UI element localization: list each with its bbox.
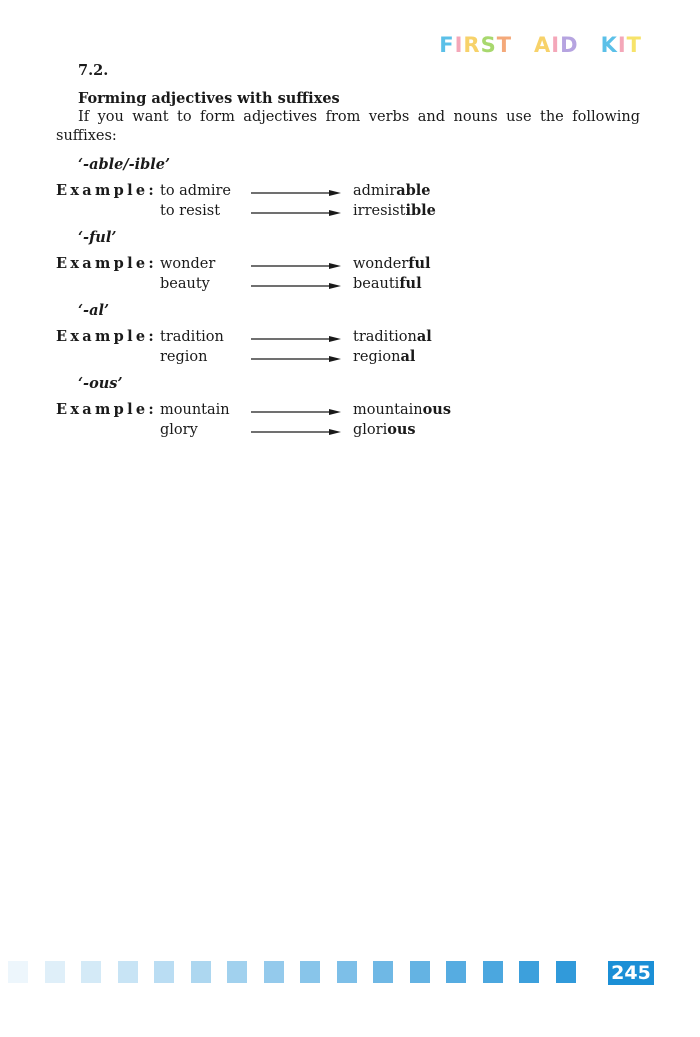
adjective-stem: region	[353, 349, 401, 365]
adjective-stem: tradition	[353, 329, 417, 345]
base-word: beauty	[160, 276, 210, 292]
example-row	[56, 327, 640, 347]
footer-square	[410, 961, 430, 983]
adjective-suffix: ous	[387, 421, 416, 438]
page-number: 245	[608, 961, 654, 985]
adjective-word	[353, 347, 415, 367]
brand-letter: T	[496, 33, 513, 57]
footer-square	[118, 961, 138, 983]
brand-letter: I	[551, 33, 561, 57]
footer-square	[446, 961, 466, 983]
brand-letter: I	[454, 33, 464, 57]
suffix-group	[56, 229, 640, 294]
brand-word	[601, 34, 642, 56]
arrow-right-icon	[251, 263, 341, 269]
footer-square	[81, 961, 101, 983]
arrow-right-icon	[251, 409, 341, 415]
adjective-suffix: ful	[408, 255, 431, 272]
brand-letter: F	[439, 33, 455, 57]
example-row	[56, 400, 640, 420]
brand-letter: A	[534, 33, 552, 57]
example-label: Example:	[56, 401, 158, 418]
brand-letter: K	[600, 33, 618, 57]
adjective-stem: admir	[353, 183, 397, 199]
adjective-suffix: ous	[422, 401, 451, 418]
footer-square	[8, 961, 28, 983]
base-word: tradition	[160, 329, 224, 345]
brand-letter: R	[463, 33, 481, 57]
adjective-suffix: able	[396, 182, 431, 199]
footer-square	[483, 961, 503, 983]
adjective-stem: wonder	[353, 256, 409, 272]
footer-square	[556, 961, 576, 983]
brand-letter: I	[617, 33, 627, 57]
brand-letter: T	[626, 33, 642, 57]
suffix-heading: ‘-able/-ible’	[78, 156, 171, 173]
page-content	[56, 62, 640, 448]
suffix-heading: ‘-al’	[78, 302, 110, 319]
adjective-word	[353, 274, 422, 294]
base-word: mountain	[160, 402, 230, 418]
base-word: glory	[160, 422, 198, 438]
example-label: Example:	[56, 328, 158, 345]
footer-square	[337, 961, 357, 983]
footer-square	[154, 961, 174, 983]
adjective-word	[353, 400, 451, 420]
adjective-word	[353, 420, 416, 440]
footer-strip	[0, 961, 700, 985]
section-number: 7.2.	[78, 62, 109, 79]
footer-square	[373, 961, 393, 983]
adjective-word	[353, 181, 431, 201]
base-word: to admire	[160, 183, 231, 199]
footer-square	[264, 961, 284, 983]
base-word: to resist	[160, 203, 221, 219]
footer-square	[300, 961, 320, 983]
base-word: wonder	[160, 256, 216, 272]
suffix-groups	[56, 156, 640, 440]
footer-square	[191, 961, 211, 983]
suffix-heading: ‘-ous’	[78, 375, 123, 392]
suffix-heading: ‘-ful’	[78, 229, 117, 246]
adjective-word	[353, 327, 432, 347]
brand-word	[439, 34, 512, 56]
example-row	[56, 181, 640, 201]
adjective-stem: mountain	[353, 402, 423, 418]
first-aid-kit-logo	[417, 34, 642, 56]
adjective-word	[353, 201, 436, 221]
base-word: region	[160, 349, 208, 365]
footer-square	[227, 961, 247, 983]
adjective-stem: glori	[353, 422, 388, 438]
adjective-word	[353, 254, 431, 274]
arrow-right-icon	[251, 356, 341, 362]
example-row	[56, 274, 640, 294]
adjective-stem: beauti	[353, 276, 400, 292]
example-row	[56, 254, 640, 274]
brand-letter: D	[560, 33, 579, 57]
adjective-stem: irresist	[353, 203, 406, 219]
arrow-right-icon	[251, 429, 341, 435]
suffix-group	[56, 156, 640, 221]
suffix-group	[56, 302, 640, 367]
example-row	[56, 347, 640, 367]
example-label: Example:	[56, 255, 158, 272]
arrow-right-icon	[251, 210, 341, 216]
arrow-right-icon	[251, 283, 341, 289]
intro-paragraph: If you want to form adjectives from verbs and nouns use the following suffixes:	[56, 109, 640, 144]
example-row	[56, 201, 640, 221]
example-row	[56, 420, 640, 440]
arrow-right-icon	[251, 190, 341, 196]
footer-square	[45, 961, 65, 983]
adjective-suffix: ible	[405, 202, 436, 219]
footer-square	[519, 961, 539, 983]
adjective-suffix: al	[400, 348, 416, 365]
section-title: Forming adjectives with suffixes	[78, 90, 340, 107]
adjective-suffix: ful	[399, 275, 422, 292]
brand-word	[534, 34, 579, 56]
adjective-suffix: al	[416, 328, 432, 345]
brand-letter: S	[480, 33, 497, 57]
suffix-group	[56, 375, 640, 440]
arrow-right-icon	[251, 336, 341, 342]
example-label: Example:	[56, 182, 158, 199]
